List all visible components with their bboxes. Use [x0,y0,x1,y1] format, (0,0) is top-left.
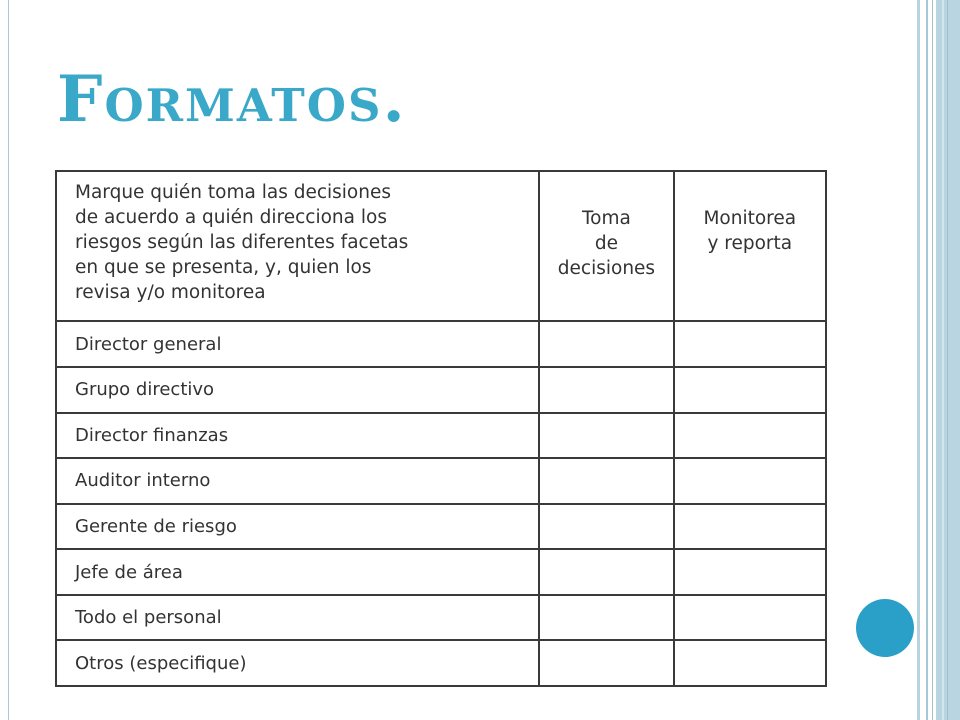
monitorea-reporta-cell[interactable] [674,640,826,686]
toma-decisiones-cell[interactable] [539,367,673,413]
table-row [56,413,826,459]
row-label: Director general [56,321,539,367]
slide-right-border [936,0,960,720]
slide-left-border [8,0,9,720]
table-row [56,595,826,641]
table-row [56,321,826,367]
slide-title: Formatos. [57,62,407,137]
slide-right-border [942,0,944,720]
toma-decisiones-cell[interactable] [539,504,673,550]
monitorea-reporta-cell[interactable] [674,504,826,550]
header-monitorea-reporta [674,171,826,321]
row-label: Gerente de riesgo [56,504,539,550]
slide-right-border [932,0,933,720]
toma-decisiones-cell[interactable] [539,640,673,686]
slide-right-border [917,0,920,720]
monitorea-reporta-cell[interactable] [674,458,826,504]
header-description-line: de acuerdo a quién direcciona los [75,207,387,228]
monitorea-reporta-cell[interactable] [674,367,826,413]
table-row [56,549,826,595]
row-label: Auditor interno [56,458,539,504]
header-col3-line: y reporta [707,233,793,254]
header-col3-line: Monitorea [703,208,797,229]
toma-decisiones-cell[interactable] [539,458,673,504]
monitorea-reporta-cell[interactable] [674,413,826,459]
table-row [56,504,826,550]
header-description-line: riesgos según las diferentes facetas [75,232,409,253]
header-col2-line: decisiones [557,258,656,279]
row-label: Jefe de área [56,549,539,595]
toma-decisiones-cell[interactable] [539,413,673,459]
header-col2-line: Toma [582,208,631,229]
header-description-line: revisa y/o monitorea [75,282,266,303]
table-row [56,640,826,686]
toma-decisiones-cell[interactable] [539,321,673,367]
toma-decisiones-cell[interactable] [539,549,673,595]
row-label: Otros (especifique) [56,640,539,686]
table-row [56,458,826,504]
monitorea-reporta-cell[interactable] [674,321,826,367]
slide-right-border [926,0,928,720]
header-description-line: en que se presenta, y, quien los [75,257,372,278]
header-description-line: Marque quién toma las decisiones [75,182,391,203]
toma-decisiones-cell[interactable] [539,595,673,641]
responsibility-table [55,170,827,687]
table-header-row [56,171,826,321]
table-row [56,367,826,413]
decorative-circle [856,599,914,657]
header-toma-decisiones [539,171,673,321]
row-label: Grupo directivo [56,367,539,413]
header-col2-line: de [594,233,618,254]
row-label: Todo el personal [56,595,539,641]
row-label: Director finanzas [56,413,539,459]
slide-right-border [947,0,948,720]
monitorea-reporta-cell[interactable] [674,595,826,641]
header-description [56,171,539,321]
monitorea-reporta-cell[interactable] [674,549,826,595]
